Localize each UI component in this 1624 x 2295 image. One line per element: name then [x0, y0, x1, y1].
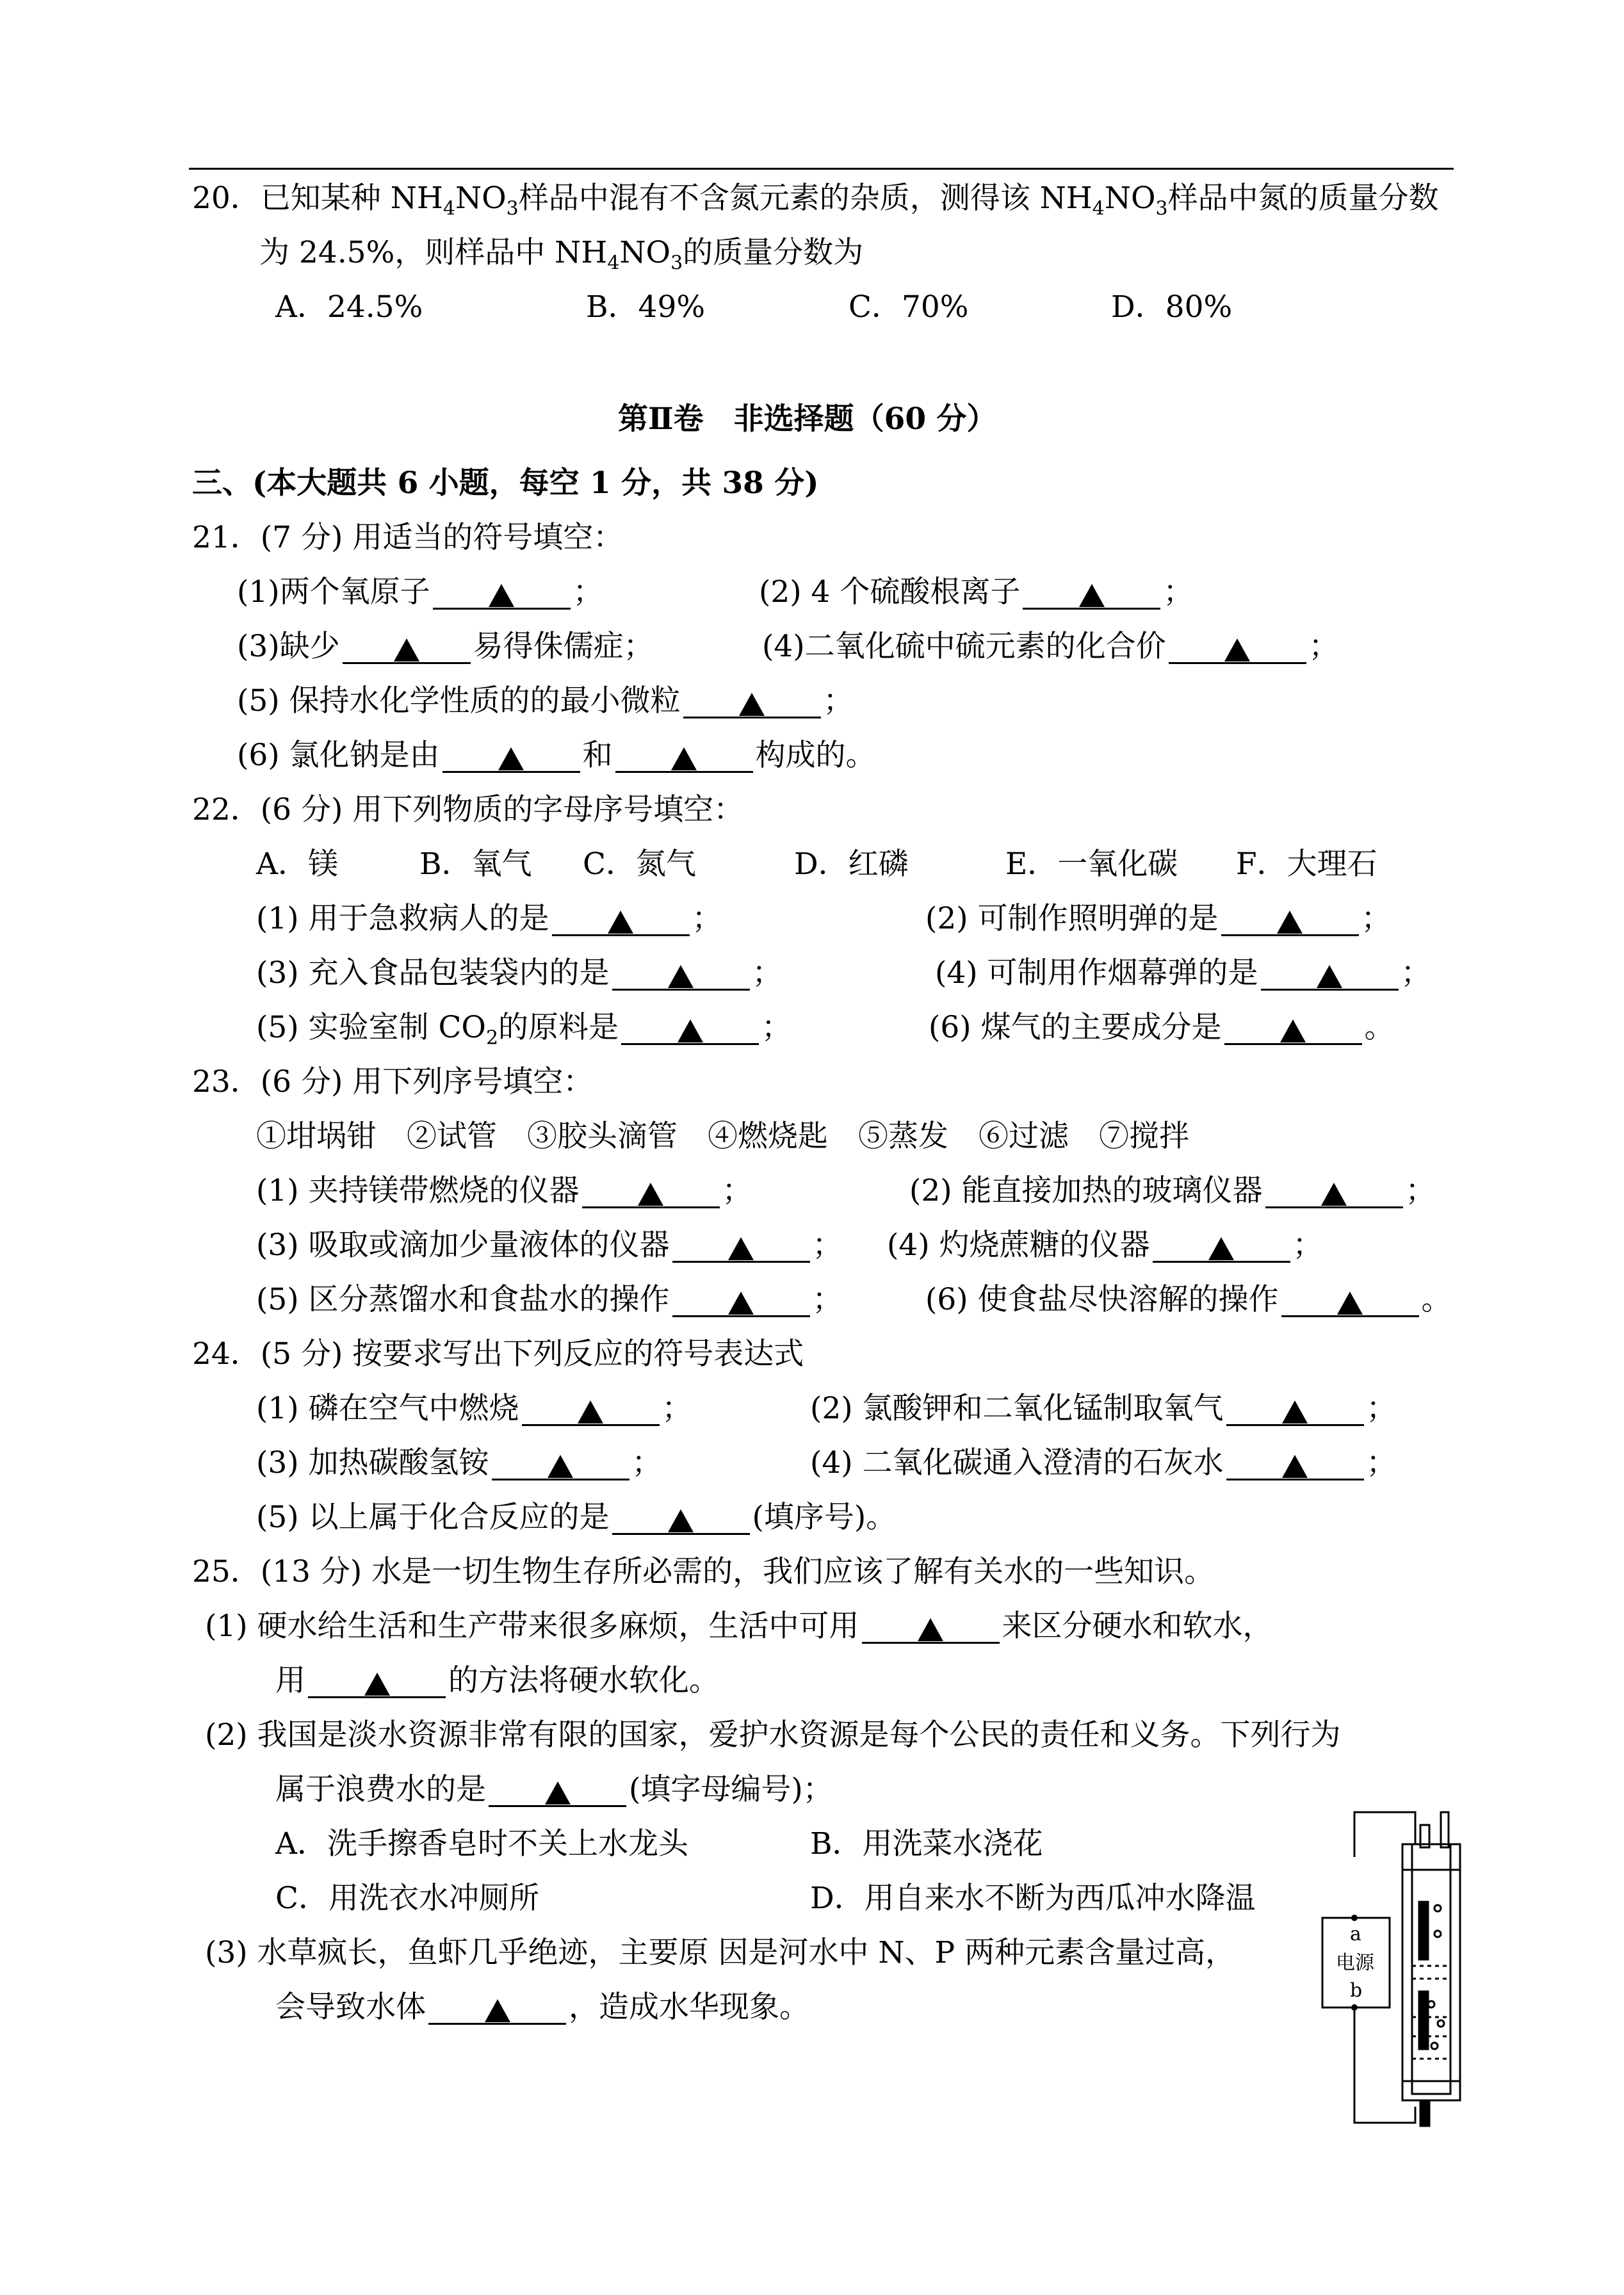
triangle-icon	[739, 693, 765, 716]
q22-option: D．红磷	[794, 847, 909, 882]
answer-blank[interactable]	[489, 1772, 626, 1807]
q21-part5: (5) 保持水化学性质的的最小微粒 ；	[237, 683, 854, 718]
q22-part2: (2) 可制作照明弹的是 ；	[925, 901, 1392, 936]
answer-blank[interactable]	[1169, 629, 1306, 664]
q21-stem: 21．(7 分) 用适当的符号填空：	[192, 520, 624, 555]
terminal-a-label: a	[1350, 1923, 1361, 1945]
answer-blank[interactable]	[552, 901, 690, 936]
answer-blank[interactable]	[492, 1445, 629, 1480]
triangle-icon	[364, 1673, 390, 1696]
q23-part6: (6) 使食盐尽快溶解的操作 。	[925, 1282, 1452, 1317]
triangle-icon	[671, 747, 697, 770]
q24-part2: (2) 氯酸钾和二氧化锰制取氧气 ；	[810, 1391, 1397, 1426]
q25-option-c: C．用洗衣水冲厕所	[275, 1881, 539, 1916]
triangle-icon	[1282, 1455, 1308, 1478]
q20-line2: 为 24.5%，则样品中 $NH_4NO_3$的质量分数为	[259, 235, 864, 275]
answer-blank[interactable]	[1153, 1228, 1290, 1263]
q23-part4: (4) 灼烧蔗糖的仪器 ；	[887, 1228, 1323, 1263]
q25-stem: 25．(13 分) 水是一切生物生存所必需的，我们应该了解有关水的一些知识。	[192, 1554, 1215, 1589]
q22-option: F．大理石	[1236, 847, 1377, 882]
part2-title: 第Ⅱ卷 非选择题（60 分）	[618, 401, 997, 437]
triangle-icon	[1317, 965, 1342, 988]
q24-stem: 24．(5 分) 按要求写出下列反应的符号表达式	[192, 1336, 804, 1372]
q24-part3: (3) 加热碳酸氢铵 ；	[256, 1445, 662, 1480]
triangle-icon	[1280, 1019, 1306, 1042]
q25-part2-line2: 属于浪费水的是 (填字母编号)；	[275, 1772, 833, 1807]
q22-part3: (3) 充入食品包装袋内的是 ；	[256, 955, 783, 991]
q23-part2: (2) 能直接加热的玻璃仪器 ；	[909, 1173, 1436, 1208]
q23-part3: (3) 吸取或滴加少量液体的仪器 ；	[256, 1228, 843, 1263]
triangle-icon	[489, 584, 514, 607]
q24-part4: (4) 二氧化碳通入澄清的石灰水 ；	[810, 1445, 1397, 1480]
answer-blank[interactable]	[433, 574, 571, 610]
q20-line1: 20．已知某种 $NH_4NO_3$样品中混有不含氮元素的杂质，测得该 $NH_4NO_3$样品中氮的质量分数	[192, 181, 1439, 220]
answer-blank[interactable]	[522, 1391, 660, 1426]
q22-part6: (6) 煤气的主要成分是 。	[929, 1010, 1395, 1045]
q24-part1: (1) 磷在空气中燃烧 ；	[256, 1391, 692, 1426]
q25-option-d: D．用自来水不断为西瓜冲水降温	[810, 1881, 1256, 1916]
triangle-icon	[668, 965, 694, 988]
answer-blank[interactable]	[1221, 901, 1359, 936]
answer-blank[interactable]	[612, 955, 750, 991]
triangle-icon	[1208, 1237, 1234, 1260]
answer-blank[interactable]	[428, 1990, 566, 2025]
q25-part1-line1: (1) 硬水给生活和生产带来很多麻烦，生活中可用 来区分硬水和软水，	[205, 1609, 1273, 1644]
power-source-label: 电源	[1336, 1952, 1374, 1974]
q21-part3: (3)缺少 易得侏儒症；	[237, 629, 654, 664]
q22-part4: (4) 可制用作烟幕弹的是 ；	[935, 955, 1431, 991]
q22-option: B．氧气	[419, 847, 532, 882]
q22-option: C．氮气	[583, 847, 696, 882]
triangle-icon	[1337, 1292, 1363, 1315]
q22-part5: (5) 实验室制 $CO_2$的原料是 ；	[256, 1010, 792, 1050]
q25-option-b: B．用洗菜水浇花	[810, 1826, 1043, 1861]
triangle-icon	[485, 1999, 510, 2022]
answer-blank[interactable]	[582, 1173, 720, 1208]
q25-part1-line2: 用 的方法将硬水软化。	[275, 1663, 719, 1698]
q23-items: ①坩埚钳 ②试管 ③胶头滴管 ④燃烧匙 ⑤蒸发 ⑥过滤 ⑦搅拌	[256, 1119, 1189, 1154]
answer-blank[interactable]	[683, 683, 821, 718]
q25-part2-line1: (2) 我国是淡水资源非常有限的国家，爱护水资源是每个公民的责任和义务。下列行为	[205, 1717, 1341, 1753]
triangle-icon	[1321, 1183, 1347, 1206]
answer-blank[interactable]	[443, 738, 580, 773]
answer-blank[interactable]	[672, 1282, 810, 1317]
answer-blank[interactable]	[1265, 1173, 1403, 1208]
q22-option: A．镁	[256, 847, 338, 882]
q25-part3-line2: 会导致水体 ，造成水华现象。	[275, 1990, 809, 2025]
answer-blank[interactable]	[1226, 1445, 1364, 1480]
triangle-icon	[728, 1237, 754, 1260]
q22-option: E．一氧化碳	[1005, 847, 1178, 882]
q20-option-b: B．49%	[586, 289, 706, 325]
q24-part5: (5) 以上属于化合反应的是 (填序号)。	[256, 1500, 897, 1535]
answer-blank[interactable]	[1281, 1282, 1419, 1317]
triangle-icon	[728, 1292, 754, 1315]
q21-part2: (2) 4 个硫酸根离子 ；	[759, 574, 1194, 610]
answer-blank[interactable]	[612, 1500, 750, 1535]
electrolysis-apparatus-diagram	[1306, 1806, 1479, 2139]
section3-title: 三、(本大题共 6 小题，每空 1 分，共 38 分)	[192, 466, 819, 501]
q25-option-a: A．洗手擦香皂时不关上水龙头	[275, 1826, 688, 1861]
triangle-icon	[394, 638, 419, 661]
header-rule	[189, 168, 1454, 170]
triangle-icon	[498, 747, 524, 770]
answer-blank[interactable]	[615, 738, 753, 773]
triangle-icon	[918, 1618, 943, 1641]
triangle-icon	[545, 1781, 571, 1804]
answer-blank[interactable]	[1261, 955, 1399, 991]
triangle-icon	[578, 1400, 603, 1423]
triangle-icon	[548, 1455, 573, 1478]
answer-blank[interactable]	[1226, 1391, 1364, 1426]
answer-blank[interactable]	[1224, 1010, 1362, 1045]
q20-option-d: D．80%	[1111, 289, 1233, 325]
q22-part1: (1) 用于急救病人的是 ；	[256, 901, 722, 936]
triangle-icon	[608, 911, 633, 934]
answer-blank[interactable]	[621, 1010, 759, 1045]
triangle-icon	[678, 1019, 703, 1042]
answer-blank[interactable]	[862, 1609, 1000, 1644]
triangle-icon	[1282, 1400, 1308, 1423]
answer-blank[interactable]	[308, 1663, 446, 1698]
q20-option-c: C．70%	[849, 289, 969, 325]
triangle-icon	[1079, 584, 1105, 607]
triangle-icon	[1224, 638, 1250, 661]
q23-part1: (1) 夹持镁带燃烧的仪器 ；	[256, 1173, 752, 1208]
triangle-icon	[668, 1509, 694, 1532]
q23-stem: 23．(6 分) 用下列序号填空：	[192, 1064, 594, 1099]
q23-part5: (5) 区分蒸馏水和食盐水的操作 ；	[256, 1282, 843, 1317]
triangle-icon	[638, 1183, 663, 1206]
q21-part6: (6) 氯化钠是由 和 构成的。	[237, 738, 876, 773]
answer-blank[interactable]	[672, 1228, 810, 1263]
q22-stem: 22．(6 分) 用下列物质的字母序号填空：	[192, 792, 744, 827]
q25-part3-line1: (3) 水草疯长，鱼虾几乎绝迹，主要原 因是河水中 N、P 两种元素含量过高，	[205, 1935, 1236, 1970]
answer-blank[interactable]	[343, 629, 471, 664]
terminal-b-label: b	[1350, 1979, 1363, 2002]
answer-blank[interactable]	[1023, 574, 1160, 610]
q20-option-a: A．24.5%	[275, 289, 423, 325]
q21-part4: (4)二氧化硫中硫元素的化合价 ；	[762, 629, 1339, 664]
triangle-icon	[1277, 911, 1303, 934]
q21-part1: (1)两个氧原子 ；	[237, 574, 603, 610]
